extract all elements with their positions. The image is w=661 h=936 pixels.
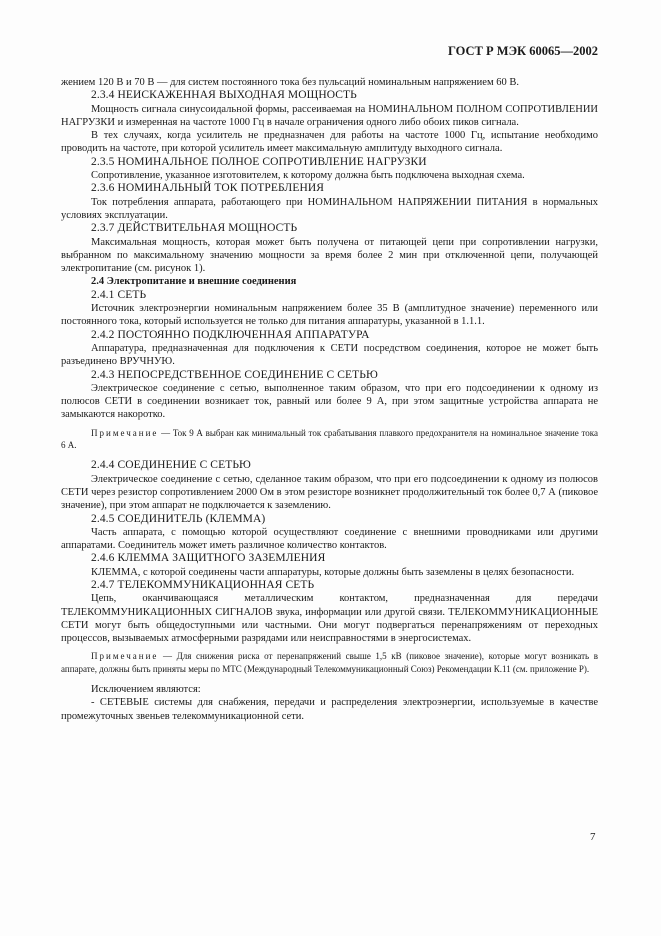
section-heading-2-4-1: 2.4.1 СЕТЬ — [91, 288, 147, 301]
section-heading-2-4-2: 2.4.2 ПОСТОЯННО ПОДКЛЮЧЕННАЯ АППАРАТУРА — [91, 328, 370, 341]
page-body — [61, 76, 598, 723]
paragraph: Электрическое соединение с сетью, выполненное таким образом, что при его подсоединении к одному из полюсов СЕТИ в соединении возникает ток, равный или более 9 А, при этом защитные устройства аппарата не замыкаются накоротко. — [61, 382, 598, 421]
paragraph: Исключением являются: — [91, 684, 201, 696]
note-text: — Ток 9 А выбран как минимальный ток срабатывания плавкого предохранителя на номинальное значение тока 6 А. — [61, 427, 598, 451]
section-heading-2-3-6: 2.3.6 НОМИНАЛЬНЫЙ ТОК ПОТРЕБЛЕНИЯ — [91, 182, 325, 195]
paragraph: Сопротивление, указанное изготовителем, к которому должна быть подключена выходная схема. — [91, 170, 525, 182]
section-heading-2-3-5: 2.3.5 НОМИНАЛЬНОЕ ПОЛНОЕ СОПРОТИВЛЕНИЕ НАГРУЗКИ — [91, 155, 427, 168]
note-text: — Для снижения риска от перенапряжений свыше 1,5 кВ (пиковое значение), которые могут возникать в аппарате, должны быть приняты меры по МТС (Международный Телекоммуникационный Союз) Рекомендации К.11 (см. приложение Р). — [61, 651, 598, 674]
section-heading-2-3-7: 2.3.7 ДЕЙСТВИТЕЛЬНАЯ МОЩНОСТЬ — [91, 222, 298, 235]
paragraph: Ток потребления аппарата, работающего при НОМИНАЛЬНОМ НАПРЯЖЕНИИ ПИТАНИЯ в нормальных условиях эксплуатации. — [61, 196, 598, 221]
section-heading-2-4-6: 2.4.6 КЛЕММА ЗАЩИТНОГО ЗАЗЕМЛЕНИЯ — [91, 552, 326, 565]
paragraph: В тех случаях, когда усилитель не предназначен для работы на частоте 1000 Гц, испытание необходимо проводить на частоте, при которой усилитель имеет максимальную амплитуду выходного сигнала. — [61, 130, 598, 155]
paragraph: Источник электроэнергии номинальным напряжением более 35 В (амплитудное значение) переменного или постоянного тока, который используется не только для питания аппаратуры, указанной в 1.1.1. — [61, 303, 598, 328]
section-heading-2-4-3: 2.4.3 НЕПОСРЕДСТВЕННОЕ СОЕДИНЕНИЕ С СЕТЬЮ — [91, 368, 378, 381]
document-header: ГОСТ Р МЭК 60065—2002 — [448, 44, 598, 58]
paragraph: Максимальная мощность, которая может быть получена от питающей цепи при сопротивлении нагрузки, выбранном по максимальному значению мощности за время более 2 мин при отключенной цепи, получающей электропитание (см. рисунок 1). — [61, 236, 598, 275]
paragraph: Цепь, оканчивающаяся металлическим контактом, предназначенная для передачи ТЕЛЕКОММУНИКАЦИОННЫХ СИГНАЛОВ звука, информации или другой связи. ТЕЛЕКОММУНИКАЦИОННЫЕ СЕТИ могут быть общедоступными или частными. Они могут подвергаться перенапряжениям от переходных процессов, вызываемых атмосферными разрядами или неисправностями в энергосистемах. — [61, 593, 598, 645]
note — [61, 650, 598, 675]
section-heading-2-4-5: 2.4.5 СОЕДИНИТЕЛЬ (КЛЕММА) — [91, 512, 266, 525]
paragraph: Электрическое соединение с сетью, сделанное таким образом, что при его подсоединении к одному из полюсов СЕТИ через резистор сопротивлением 2000 Ом в этом резисторе возникнет продолжительный ток более 0,7 А (пиковое значение), при этом аппарат не подключается к заземлению. — [61, 473, 598, 512]
paragraph: Аппаратура, предназначенная для подключения к СЕТИ посредством соединения, которое не может быть разъединено ВРУЧНУЮ. — [61, 342, 598, 368]
section-heading-2-4: 2.4 Электропитание и внешние соединения — [91, 276, 297, 288]
paragraph: КЛЕММА, с которой соединены части аппаратуры, которые должны быть заземлены в целях безопасности. — [91, 566, 575, 578]
paragraph: - СЕТЕВЫЕ системы для снабжения, передачи и распределения электроэнергии, используемые в качестве промежуточных звеньев телекоммуникационной сети. — [61, 697, 598, 722]
paragraph: Часть аппарата, с помощью которой осуществляют соединение с внешними проводниками или другими аппаратами. Соединитель может иметь различное количество контактов. — [61, 526, 598, 552]
section-heading-2-3-4: 2.3.4 НЕИСКАЖЕННАЯ ВЫХОДНАЯ МОЩНОСТЬ — [91, 89, 357, 102]
page-number: 7 — [590, 831, 596, 843]
section-heading-2-4-4: 2.4.4 СОЕДИНЕНИЕ С СЕТЬЮ — [91, 459, 251, 472]
section-heading-2-4-7: 2.4.7 ТЕЛЕКОММУНИКАЦИОННАЯ СЕТЬ — [91, 578, 315, 591]
paragraph: Мощность сигнала синусоидальной формы, рассеиваемая на НОМИНАЛЬНОМ ПОЛНОМ СОПРОТИВЛЕНИИ НАГРУЗКИ и измеренная на частоте 1000 Гц в начале ограничения одного либо обоих пиков сигнала. — [61, 103, 598, 128]
note — [61, 427, 598, 452]
note-label: Примечание — [91, 651, 159, 662]
note-label: Примечание — [91, 427, 159, 438]
paragraph: жением 120 В и 70 В — для систем постоянного тока без пульсаций номинальным напряжением 60 В. — [61, 77, 519, 88]
